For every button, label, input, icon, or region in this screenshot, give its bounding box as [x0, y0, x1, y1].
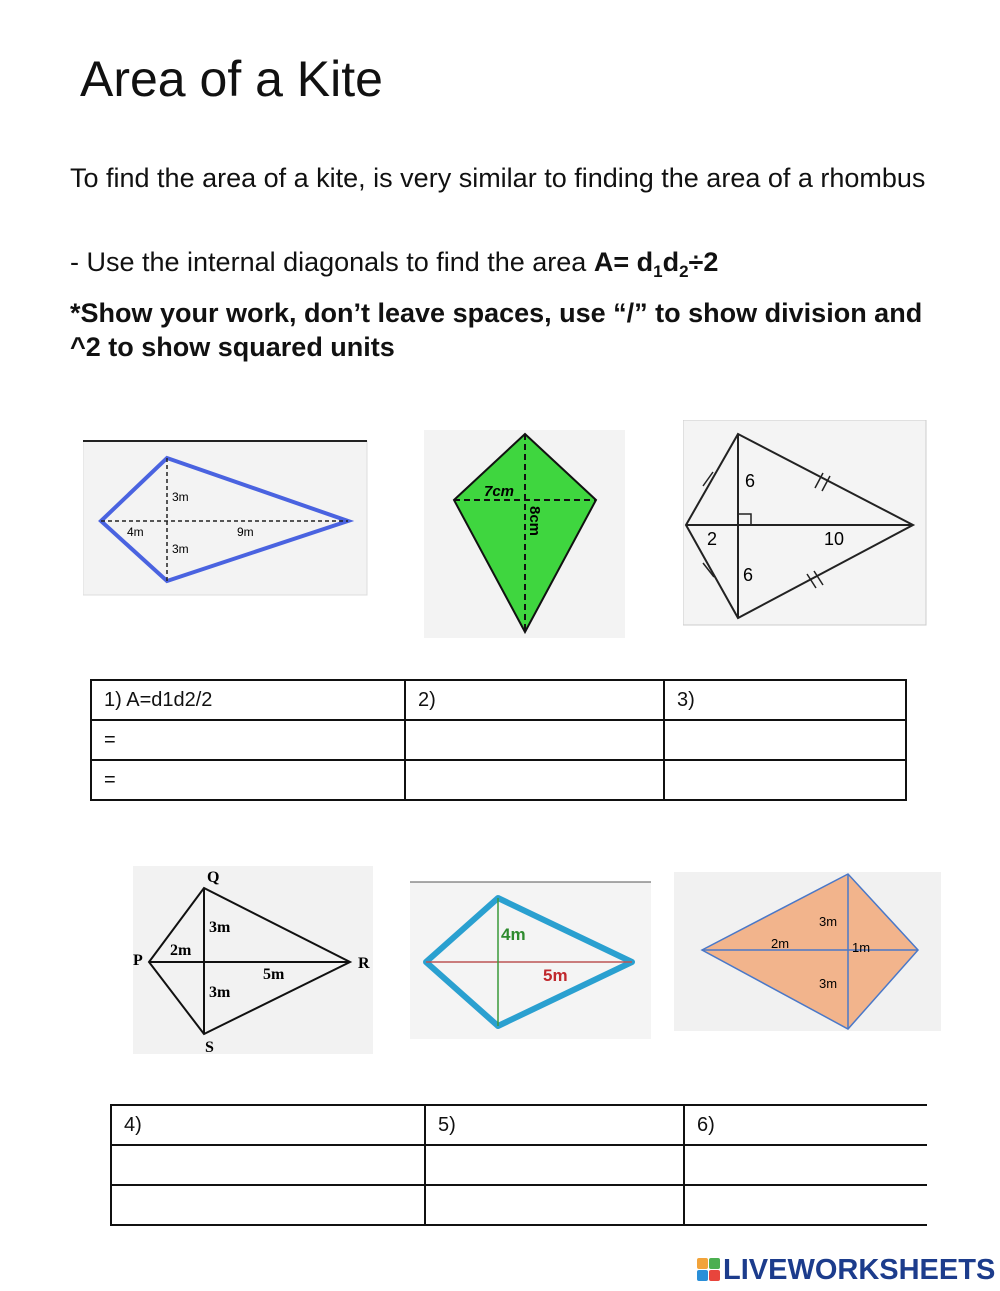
fig4-right-label: 5m [263, 966, 285, 983]
answer-table-1 [90, 679, 907, 801]
fig4-s-label: S [205, 1039, 214, 1056]
fig6-right-label: 1m [852, 940, 871, 955]
kite-figure-5 [410, 880, 652, 1040]
table2-cell[interactable] [425, 1185, 684, 1225]
formula-line [70, 245, 718, 279]
table-row [111, 1105, 927, 1145]
table1-cell[interactable]: 2) [405, 680, 664, 720]
fig4-r-label: R [358, 955, 370, 972]
kite-figure-3 [683, 420, 927, 626]
instruction-text: *Show your work, don’t leave spaces, use “/” to show division and ^2 to show squared units [70, 298, 923, 362]
fig3-right-label: 10 [824, 529, 845, 549]
page-title: Area of a Kite [80, 51, 383, 107]
table-row [111, 1145, 927, 1185]
fig1-bottom-label: 3m [172, 542, 189, 556]
table1-cell[interactable] [664, 720, 906, 760]
formula-sub1: 1 [653, 262, 663, 281]
fig4-q-label: Q [207, 869, 220, 886]
fig3-left-label: 2 [707, 529, 718, 549]
answer-table-2 [110, 1104, 927, 1226]
table1-cell[interactable]: 3) [664, 680, 906, 720]
fig4-bottom-label: 3m [209, 984, 231, 1001]
fig1-right-label: 9m [237, 525, 254, 539]
formula-end: ÷2 [688, 247, 719, 277]
table2-cell[interactable]: 4) [111, 1105, 425, 1145]
table1-cell[interactable] [664, 760, 906, 800]
table-row [91, 720, 906, 760]
formula-d: d [662, 247, 680, 277]
fig2-vertical-label: 8cm [526, 506, 543, 537]
fig4-left-label: 2m [170, 942, 192, 959]
fig4-p-label: P [133, 952, 143, 969]
table1-cell[interactable]: 1) A=d1d2/2 [91, 680, 405, 720]
formula-a: A= d [593, 247, 654, 277]
table2-cell[interactable] [111, 1185, 425, 1225]
table2-cell[interactable] [684, 1185, 927, 1225]
formula-sub2: 2 [679, 262, 689, 281]
kite-figure-2 [424, 430, 626, 640]
logo-blocks-icon [697, 1258, 721, 1282]
fig3-lower-label: 6 [743, 565, 754, 585]
table2-cell[interactable] [111, 1145, 425, 1185]
table2-cell[interactable]: 6) [684, 1105, 927, 1145]
table1-cell[interactable] [405, 760, 664, 800]
table1-cell[interactable]: = [91, 720, 405, 760]
table1-cell[interactable]: = [91, 760, 405, 800]
logo-text: LIVEWORKSHEETS [723, 1253, 996, 1286]
kite-figure-4 [133, 866, 374, 1056]
fig5-vertical-label: 4m [501, 925, 526, 944]
fig4-top-label: 3m [209, 919, 231, 936]
table-row [91, 680, 906, 720]
formula-prefix: - Use the internal diagonals to find the area [70, 247, 594, 277]
fig1-left-label: 4m [127, 525, 144, 539]
fig5-horizontal-label: 5m [543, 966, 568, 985]
table1-cell[interactable] [405, 720, 664, 760]
table2-cell[interactable] [684, 1145, 927, 1185]
fig2-horizontal-label: 7cm [484, 483, 515, 500]
liveworksheets-logo [697, 1255, 995, 1285]
kite-figure-6 [674, 872, 942, 1032]
table2-cell[interactable] [425, 1145, 684, 1185]
fig3-upper-label: 6 [745, 471, 756, 491]
table-row [111, 1185, 927, 1225]
fig1-top-label: 3m [172, 490, 189, 504]
fig6-left-label: 2m [771, 936, 790, 951]
fig6-bottom-label: 3m [819, 976, 838, 991]
kite-figure-1 [83, 437, 368, 597]
table2-cell[interactable]: 5) [425, 1105, 684, 1145]
table-row [91, 760, 906, 800]
intro-text: To find the area of a kite, is very similar to finding the area of a rhombus [70, 163, 926, 193]
fig6-top-label: 3m [819, 914, 838, 929]
